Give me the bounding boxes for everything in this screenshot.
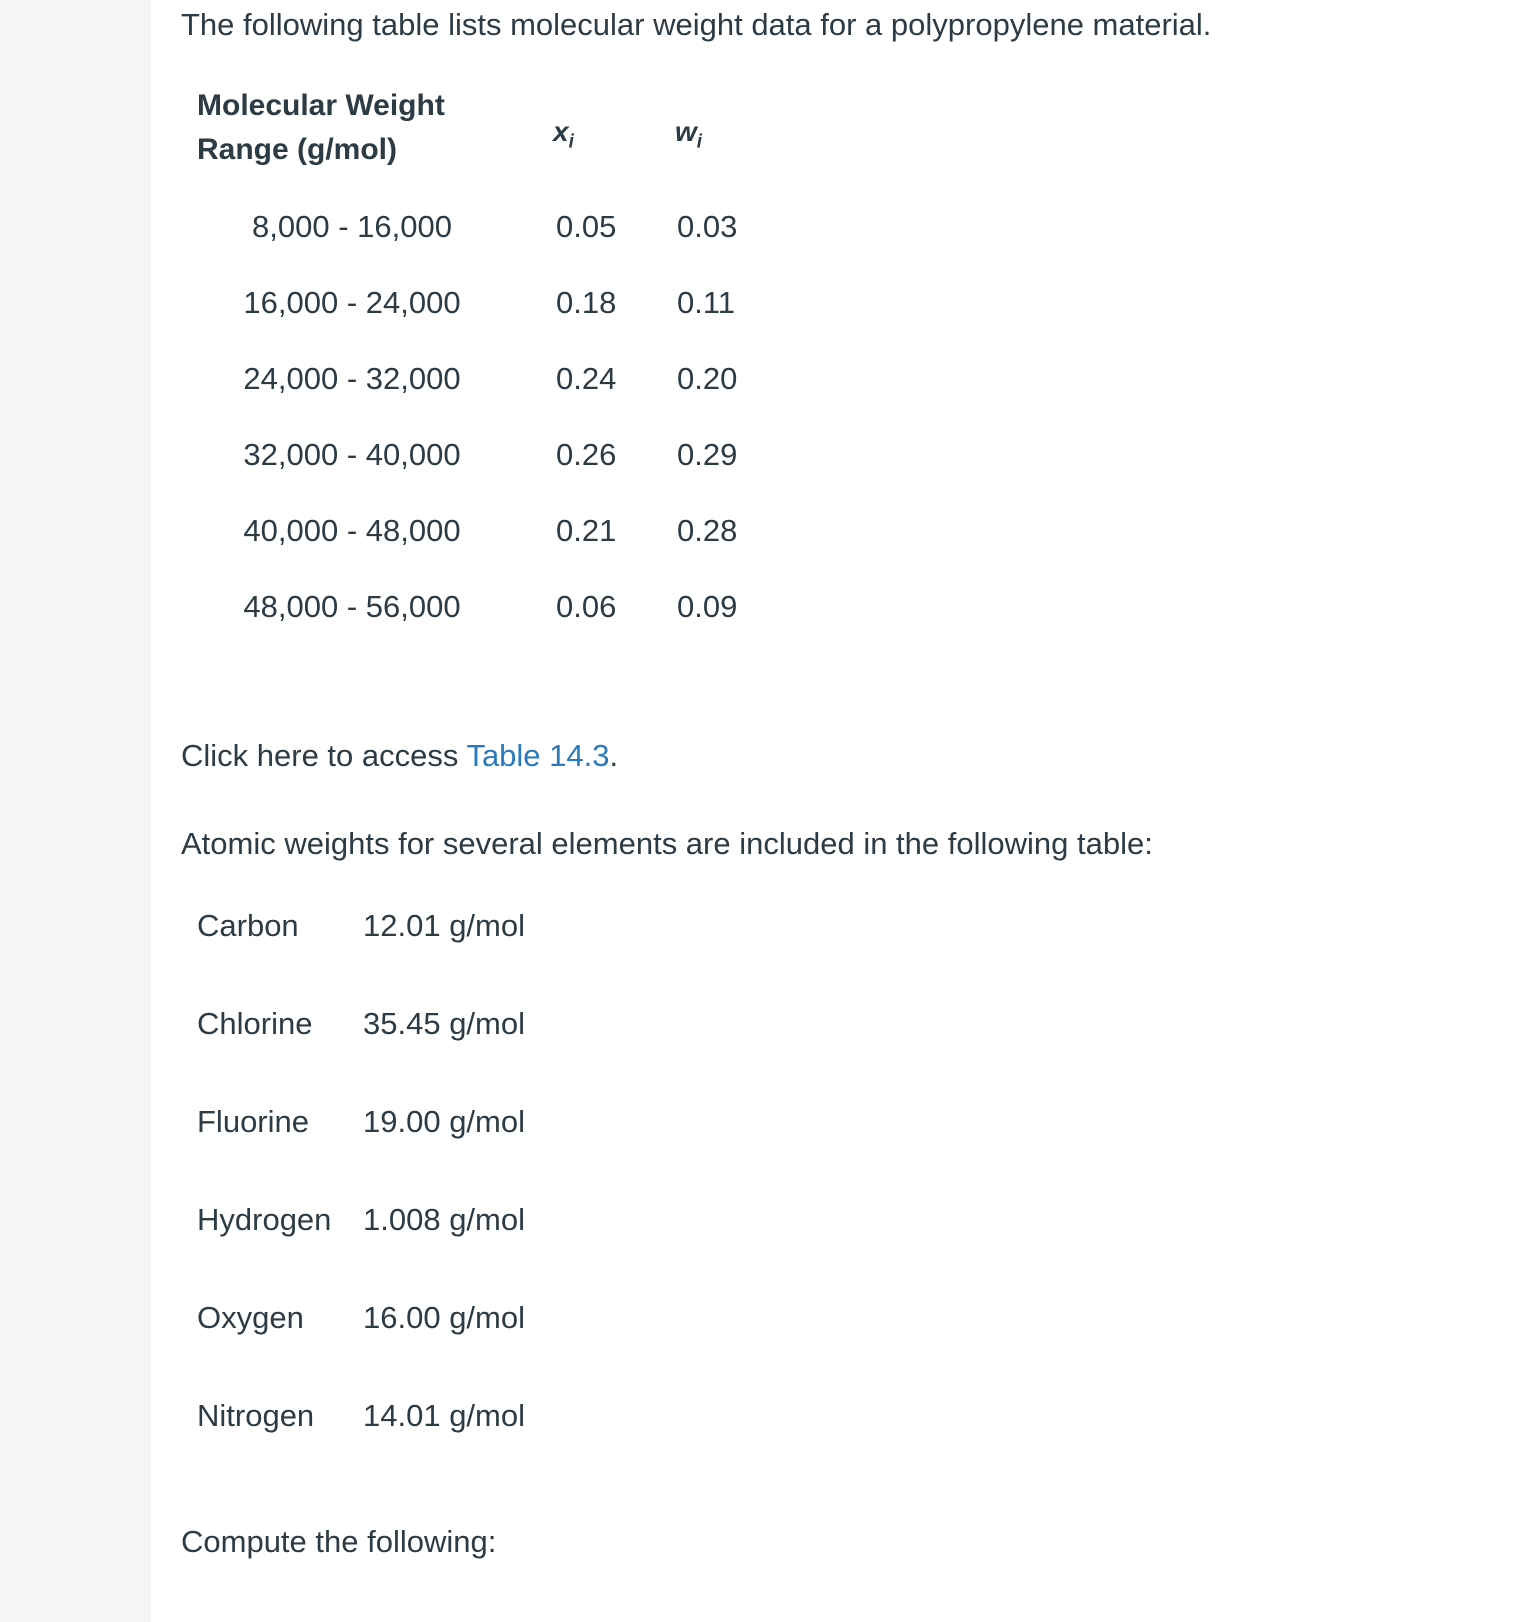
element-name: Carbon [197, 908, 299, 943]
table-row-range: 40,000 - 48,000 [243, 513, 461, 548]
element-weight: 1.008 g/mol [363, 1202, 525, 1237]
table-row-xi: 0.18 [556, 285, 617, 320]
atomic-weights-intro: Atomic weights for several elements are included in the following table: [181, 826, 1153, 861]
table-row-wi: 0.03 [677, 209, 738, 244]
question-content [151, 0, 1517, 1622]
wi-header [675, 112, 702, 163]
xi-header-main: x [553, 116, 569, 147]
table-row-range: 48,000 - 56,000 [243, 589, 461, 624]
table-row-xi: 0.06 [556, 589, 617, 624]
intro-text: The following table lists molecular weight data for a polypropylene material. [181, 7, 1212, 42]
table-row-range: 16,000 - 24,000 [243, 285, 461, 320]
access-table-text [181, 736, 618, 776]
element-name: Hydrogen [197, 1202, 332, 1237]
element-weight: 16.00 g/mol [363, 1300, 525, 1335]
element-name: Oxygen [197, 1300, 304, 1335]
wi-header-main: w [675, 116, 697, 147]
wi-header-sub: i [696, 131, 703, 153]
element-name: Nitrogen [197, 1398, 315, 1433]
range-header-line1: Molecular Weight [197, 89, 445, 122]
table-row-xi: 0.05 [556, 209, 617, 244]
table-row-xi: 0.24 [556, 361, 617, 396]
table-row-wi: 0.09 [677, 589, 738, 624]
table-14-3-link[interactable]: Table 14.3 [466, 738, 610, 773]
xi-header [553, 112, 574, 163]
table-row-xi: 0.21 [556, 513, 617, 548]
element-weight: 14.01 g/mol [363, 1398, 525, 1433]
element-name: Chlorine [197, 1006, 313, 1041]
table-row-xi: 0.26 [556, 437, 617, 472]
xi-header-sub: i [568, 131, 574, 153]
table-row-range: 8,000 - 16,000 [252, 209, 452, 244]
range-header-line2: Range (g/mol) [197, 133, 397, 166]
element-weight: 19.00 g/mol [363, 1104, 525, 1139]
table-row-range: 24,000 - 32,000 [243, 361, 461, 396]
element-weight: 12.01 g/mol [363, 908, 525, 943]
table-row-range: 32,000 - 40,000 [243, 437, 461, 472]
access-suffix: . [609, 738, 619, 773]
table-row-wi: 0.20 [677, 361, 738, 396]
table-row-wi: 0.28 [677, 513, 738, 548]
table-row-wi: 0.11 [677, 285, 736, 320]
element-name: Fluorine [197, 1104, 309, 1139]
table-row-wi: 0.29 [677, 437, 738, 472]
access-prefix: Click here to access [181, 738, 467, 773]
element-weight: 35.45 g/mol [363, 1006, 525, 1041]
compute-prompt: Compute the following: [181, 1524, 497, 1559]
